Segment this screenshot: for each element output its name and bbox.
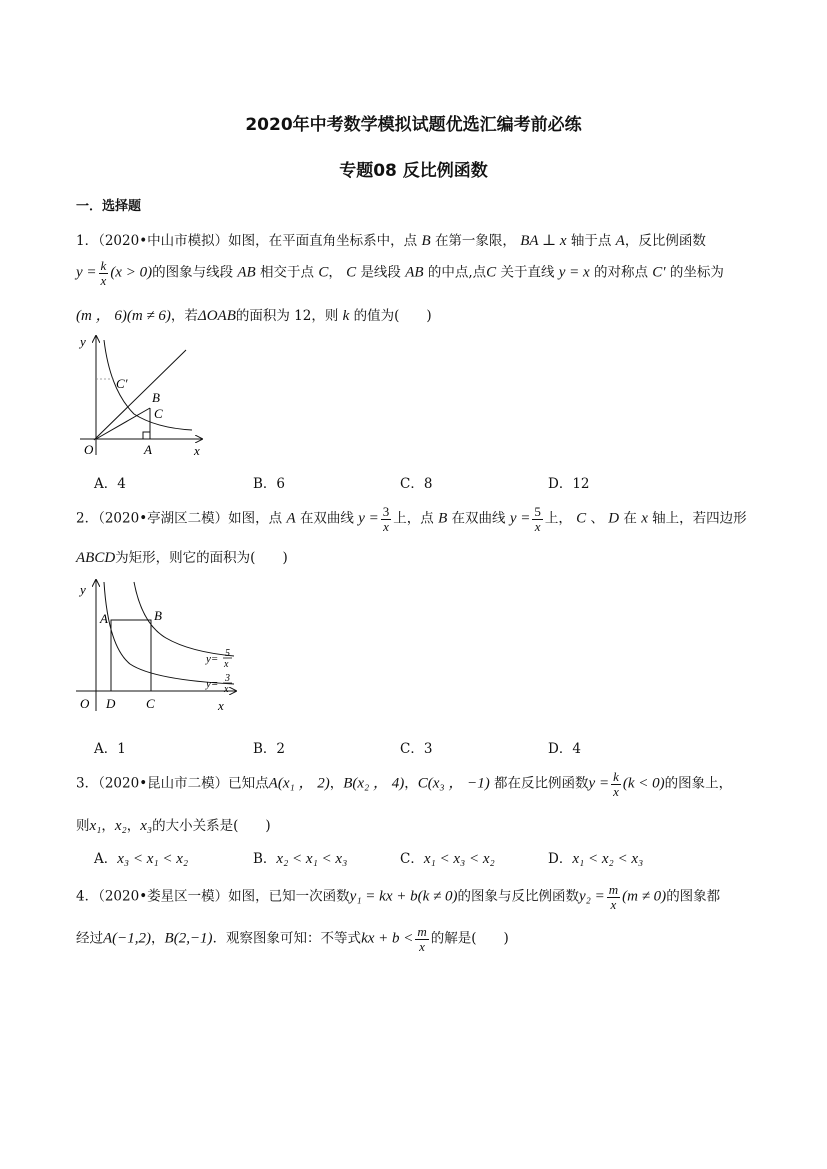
- label-B: B: [154, 608, 162, 623]
- q3-option-c[interactable]: C．x₁ < x₃ < x₂: [400, 851, 495, 867]
- q3-line-1: 3．（2020•昆山市二模）已知点A(x₁ ， 2)，B(x₂ ， 4)，C(x₃ ， −1) 都在反比例函数y = $\frac{k}{x}$ (k < 0)的图象上，: [76, 769, 733, 799]
- q3-option-a[interactable]: A．x₃ < x₁ < x₂: [94, 851, 189, 867]
- curve-label-den-x-2: x: [224, 684, 229, 695]
- curve-label-den-x-1: x: [224, 659, 229, 670]
- q2-option-c[interactable]: C．3: [400, 741, 433, 757]
- q1-option-a[interactable]: A．4: [94, 476, 126, 492]
- label-O: O: [84, 442, 94, 457]
- section-title: 一．选择题: [76, 199, 142, 214]
- q1-figure: [74, 330, 214, 460]
- document-subtitle: 专题08 反比例函数: [339, 161, 488, 181]
- q1-line-1: 1．（2020•中山市模拟）如图，在平面直角坐标系中，点 B 在第一象限， BA ⊥ x 轴于点 A，反比例函数: [76, 233, 706, 249]
- q1-option-c[interactable]: C．8: [400, 476, 433, 492]
- q2-option-d[interactable]: D．4: [548, 741, 581, 757]
- segment-OB: [96, 408, 150, 439]
- q2-line-1: 2．（2020•亭湖区二模）如图，点 A 在双曲线 y = $\frac{3}{x}$ 上，点 B 在双曲线 y = $\frac{5}{x}$ 上， C 、 D 在 x 轴上，若四边形: [76, 504, 747, 534]
- q1-line-3: (m ， 6)(m ≠ 6)，若ΔOAB的面积为 12，则 k 的值为( ): [76, 308, 432, 324]
- label-y: y: [80, 582, 86, 597]
- label-C-prime: C′: [116, 376, 128, 391]
- q1-option-b[interactable]: B．6: [253, 476, 286, 492]
- label-x: x: [218, 698, 224, 713]
- q2-option-b[interactable]: B．2: [253, 741, 286, 757]
- q2-figure: [74, 576, 244, 716]
- label-x: x: [194, 443, 200, 458]
- q2-line-2: ABCD为矩形，则它的面积为( ): [76, 550, 288, 566]
- document-title: 2020年中考数学模拟试题优选汇编考前必练: [245, 115, 582, 135]
- q3-option-d[interactable]: D．x₁ < x₂ < x₃: [548, 851, 644, 867]
- q3-option-b[interactable]: B．x₂ < x₁ < x₃: [253, 851, 348, 867]
- curve-label-y-2: y=: [206, 678, 219, 690]
- q3-line-2: 则x₁，x₂，x₃的大小关系是( ): [76, 818, 271, 834]
- curve-5-over-x: [134, 582, 234, 656]
- label-C: C: [146, 696, 155, 711]
- q1-option-d[interactable]: D．12: [548, 476, 590, 492]
- label-A: A: [144, 442, 152, 457]
- rectangle-ABCD: [111, 620, 151, 691]
- curve-label-num-3: 3: [225, 673, 230, 684]
- q1-line-2: y = $\frac{k}{x}$ (x > 0)的图象与线段 AB 相交于点 C， C 是线段 AB 的中点,点C 关于直线 y = x 的对称点 C′ 的坐标为: [76, 258, 724, 288]
- label-O: O: [80, 696, 90, 711]
- curve-3-over-x: [104, 582, 234, 684]
- label-B: B: [152, 390, 160, 405]
- right-angle-mark: [143, 432, 150, 439]
- curve-label-y-1: y=: [206, 653, 219, 665]
- label-D: D: [106, 696, 116, 711]
- curve-label-num-5: 5: [225, 648, 230, 659]
- label-A: A: [100, 611, 108, 626]
- label-C: C: [154, 406, 163, 421]
- label-y: y: [80, 334, 86, 349]
- q2-option-a[interactable]: A．1: [94, 741, 126, 757]
- q4-line-2: 经过A(−1,2)，B(2,−1)．观察图象可知：不等式kx + b < $\frac{m}{x}$ 的解是( ): [76, 924, 509, 954]
- q4-line-1: 4．（2020•娄星区一模）如图，已知一次函数y₁ = kx + b(k ≠ 0)的图象与反比例函数y₂ = $\frac{m}{x}$ (m ≠ 0)的图象都: [76, 882, 721, 912]
